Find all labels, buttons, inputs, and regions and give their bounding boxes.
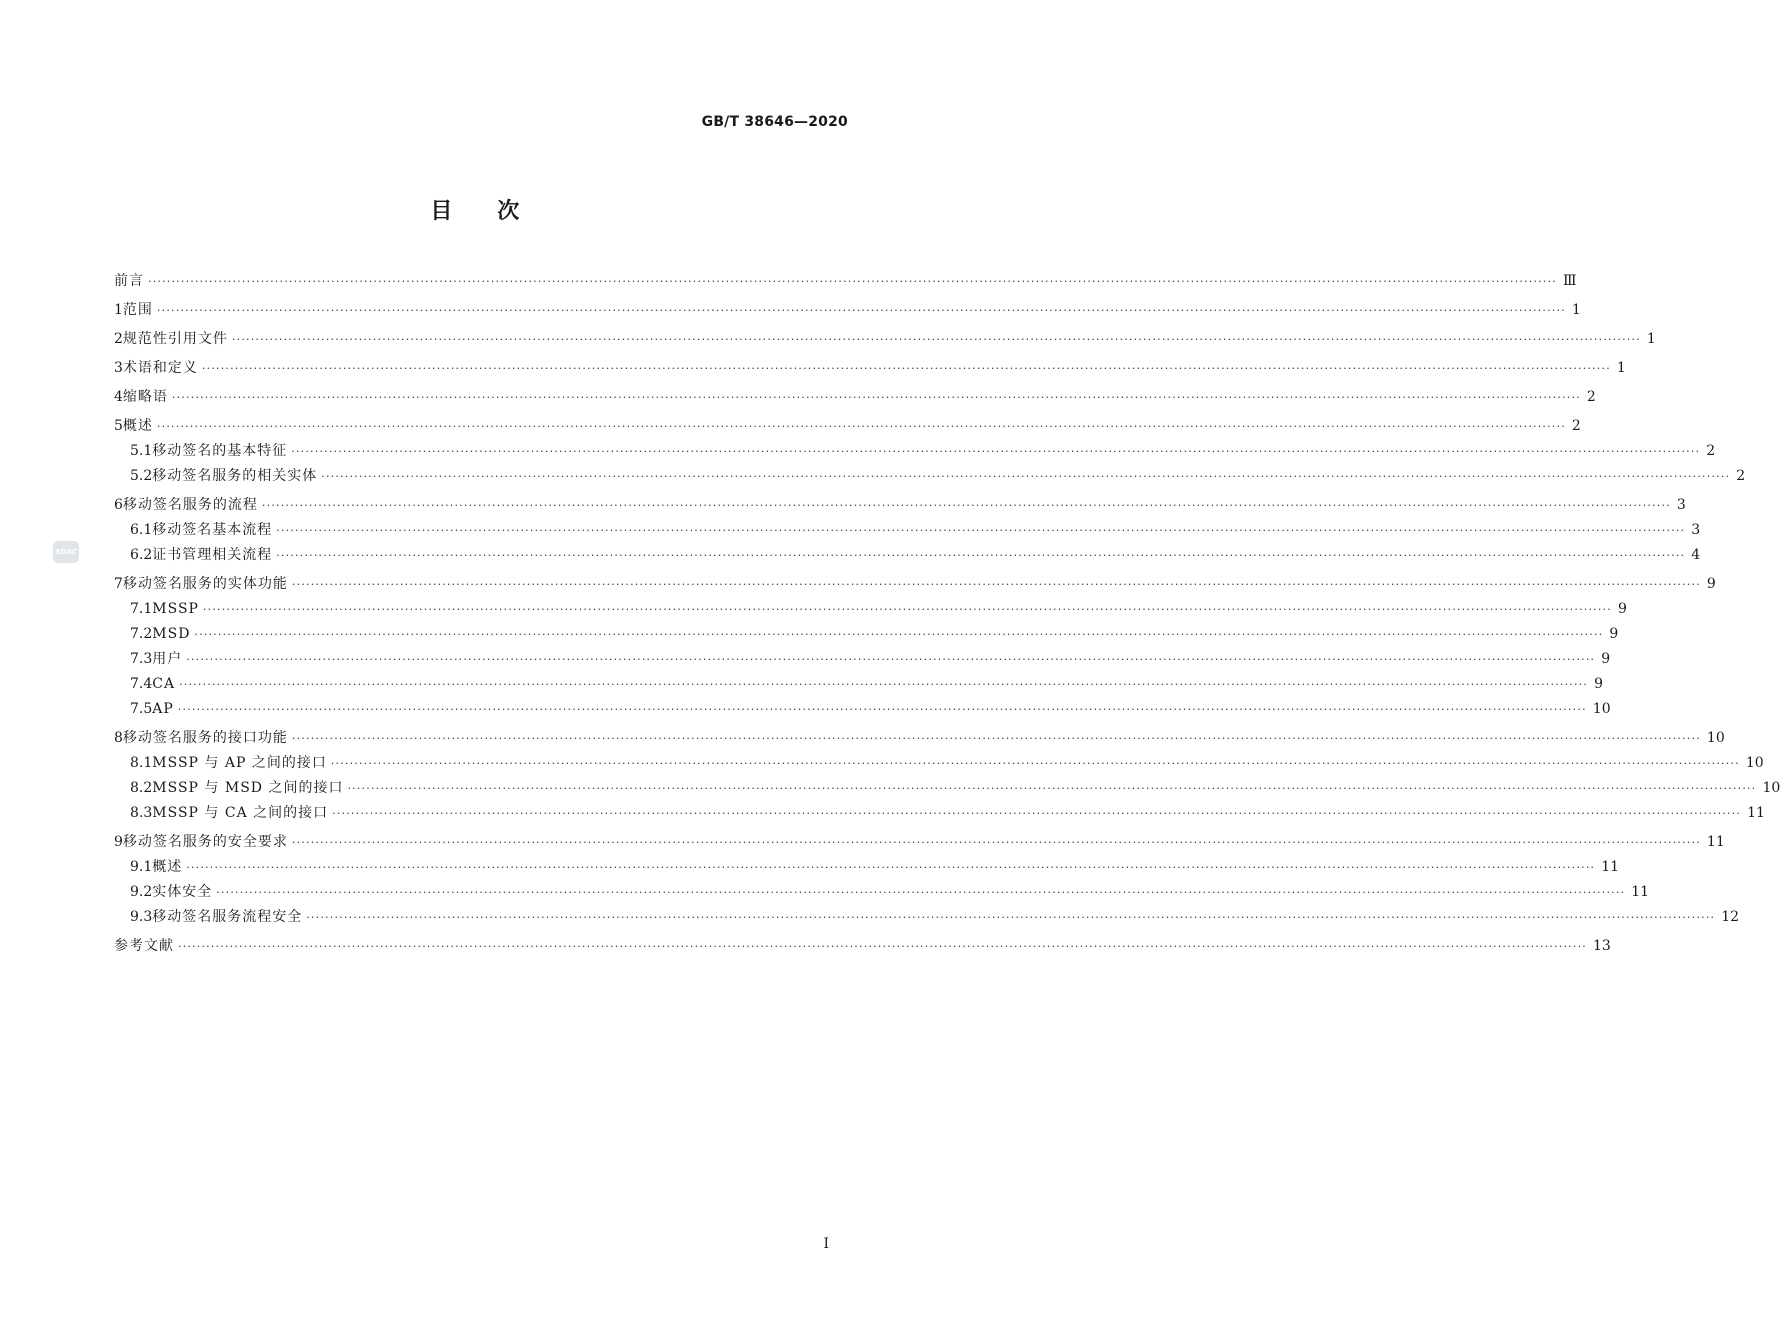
toc-entry-number: 9.3 <box>130 909 153 925</box>
toc-entry[interactable] <box>114 496 1686 514</box>
toc-entry[interactable] <box>114 359 1626 377</box>
toc-leader-dots: ············································································································································································································································································································ <box>177 703 1587 716</box>
toc-entry-page: 11 <box>1631 884 1650 900</box>
toc-entry-page: 9 <box>1601 651 1611 667</box>
watermark-logo: SDAC <box>53 541 79 563</box>
toc-entry[interactable] <box>114 804 1765 822</box>
toc-entry-number: 3 <box>114 360 123 376</box>
toc-leader-dots: ············································································································································································································································································································ <box>276 524 1686 537</box>
toc-leader-dots: ············································································································································································································································································································ <box>330 757 1740 770</box>
toc-leader-dots: ············································································································································································································································································································ <box>179 678 1589 691</box>
toc-title: 目 次 <box>430 199 520 224</box>
toc-entry[interactable] <box>114 625 1619 643</box>
toc-entry-page: 1 <box>1646 331 1656 347</box>
toc-entry-label: MSSP <box>152 601 199 617</box>
toc-entry-page: 11 <box>1706 834 1725 850</box>
toc-entry-number: 6.2 <box>130 547 153 563</box>
toc-entry-page: 10 <box>1762 780 1780 796</box>
toc-leader-dots: ············································································································································································································································································································ <box>186 653 1596 666</box>
toc-entry-number: 6 <box>114 497 123 513</box>
toc-entry-page: Ⅲ <box>1562 273 1577 289</box>
toc-entry[interactable] <box>114 858 1620 876</box>
toc-entry-page: 2 <box>1706 443 1716 459</box>
toc-entry-number: 1 <box>114 302 123 318</box>
toc-leader-dots: ············································································································································································································································································································ <box>332 807 1742 820</box>
toc-entry-number: 7.5 <box>130 701 153 717</box>
toc-entry[interactable] <box>114 700 1611 718</box>
toc-leader-dots: ············································································································································································································································································································ <box>202 603 1612 616</box>
toc-leader-dots: ············································································································································································································································································································ <box>347 782 1757 795</box>
toc-leader-dots: ············································································································································································································································································································ <box>201 362 1611 375</box>
toc-entry-page: 12 <box>1721 909 1740 925</box>
toc-leader-dots: ············································································································································································································································································································ <box>276 549 1686 562</box>
toc-entry-page: 9 <box>1617 601 1627 617</box>
toc-entry-label: AP <box>152 701 174 717</box>
toc-entry-label: 实体安全 <box>152 884 213 900</box>
toc-entry-label: 缩略语 <box>122 389 168 405</box>
toc-entry[interactable] <box>114 521 1701 539</box>
toc-entry[interactable] <box>114 442 1716 460</box>
toc-entry-number: 7 <box>114 576 123 592</box>
toc-entry-page: 3 <box>1691 522 1701 538</box>
toc-entry-label: MSD <box>152 626 191 642</box>
toc-entry-number: 5 <box>114 418 123 434</box>
toc-entry-number: 8.3 <box>130 805 153 821</box>
toc-entry-page: 9 <box>1706 576 1716 592</box>
toc-entry-label: 移动签名服务流程安全 <box>152 909 303 925</box>
toc-entry[interactable] <box>114 883 1650 901</box>
toc-entry[interactable] <box>114 467 1746 485</box>
toc-entry[interactable] <box>114 675 1603 693</box>
toc-entry-page: 3 <box>1676 497 1686 513</box>
toc-entry-label: 规范性引用文件 <box>122 331 228 347</box>
toc-leader-dots: ············································································································································································································································································································ <box>321 470 1731 483</box>
toc-entry-number: 2 <box>114 331 123 347</box>
toc-entry-page: 1 <box>1616 360 1626 376</box>
toc-entry-label: 移动签名服务的相关实体 <box>152 468 318 484</box>
toc-entry-label: 参考文献 <box>114 938 174 954</box>
toc-entry-number: 5.1 <box>130 443 153 459</box>
page-number: Ⅰ <box>823 1236 829 1252</box>
toc-leader-dots: ············································································································································································································································································································ <box>291 836 1701 849</box>
toc-entry-page: 2 <box>1571 418 1581 434</box>
toc-entry-page: 10 <box>1745 755 1764 771</box>
toc-entry-number: 8.1 <box>130 755 153 771</box>
toc-entry-label: 用户 <box>152 651 183 667</box>
toc-entry-page: 13 <box>1592 938 1611 954</box>
toc-entry-page: 2 <box>1586 389 1596 405</box>
toc-entry-label: CA <box>152 676 176 692</box>
toc-entry-page: 2 <box>1736 468 1746 484</box>
toc-entry-label: 移动签名服务的安全要求 <box>122 834 288 850</box>
toc-entry-label: 移动签名服务的实体功能 <box>122 576 288 592</box>
table-of-contents <box>114 272 1780 955</box>
toc-entry[interactable] <box>114 600 1627 618</box>
standard-number: GB/T 38646—2020 <box>701 114 848 130</box>
toc-leader-dots: ············································································································································································································································································································ <box>261 499 1671 512</box>
toc-entry-number: 5.2 <box>130 468 153 484</box>
toc-entry[interactable] <box>114 650 1611 668</box>
toc-leader-dots: ············································································································································································································································································································ <box>194 628 1604 641</box>
toc-entry-number: 9 <box>114 834 123 850</box>
toc-entry-number: 7.1 <box>130 601 153 617</box>
toc-entry-label: 移动签名基本流程 <box>152 522 273 538</box>
toc-leader-dots: ············································································································································································································································································································ <box>178 940 1587 953</box>
toc-entry-page: 9 <box>1609 626 1619 642</box>
toc-entry-number: 6.1 <box>130 522 153 538</box>
toc-entry-number: 7.2 <box>130 626 153 642</box>
toc-leader-dots: ············································································································································································································································································································ <box>216 886 1626 899</box>
toc-leader-dots: ············································································································································································································································································································ <box>156 304 1566 317</box>
toc-entry-number: 9.2 <box>130 884 153 900</box>
toc-leader-dots: ············································································································································································································································································································ <box>156 420 1566 433</box>
toc-entry-label: 移动签名服务的接口功能 <box>122 730 288 746</box>
toc-entry[interactable] <box>114 575 1716 593</box>
toc-entry-label: 概述 <box>122 418 153 434</box>
toc-entry-page: 9 <box>1594 676 1603 692</box>
toc-leader-dots: ············································································································································································································································································································ <box>306 911 1716 924</box>
toc-entry-label: 移动签名的基本特征 <box>152 443 288 459</box>
toc-entry-page: 11 <box>1601 859 1620 875</box>
toc-leader-dots: ············································································································································································································································································································ <box>186 861 1596 874</box>
toc-entry[interactable] <box>114 546 1701 564</box>
toc-entry-number: 8.2 <box>130 780 153 796</box>
toc-entry-page: 4 <box>1691 547 1701 563</box>
toc-entry-label: MSSP 与 CA 之间的接口 <box>152 805 329 821</box>
toc-entry-label: 术语和定义 <box>122 360 198 376</box>
toc-leader-dots: ············································································································································································································································································································ <box>231 333 1641 346</box>
toc-leader-dots: ············································································································································································································································································································ <box>171 391 1581 404</box>
toc-leader-dots: ············································································································································································································································································································ <box>148 275 1557 288</box>
toc-entry[interactable] <box>114 388 1596 406</box>
toc-entry-page: 10 <box>1592 701 1611 717</box>
toc-entry[interactable] <box>114 833 1725 851</box>
toc-entry-page: 10 <box>1706 730 1725 746</box>
toc-entry[interactable] <box>114 417 1581 435</box>
toc-entry-label: 概述 <box>152 859 183 875</box>
toc-entry-label: 前言 <box>114 273 144 289</box>
toc-entry[interactable] <box>114 301 1581 319</box>
toc-entry[interactable] <box>114 937 1611 955</box>
toc-leader-dots: ············································································································································································································································································································ <box>291 732 1701 745</box>
toc-entry-page: 11 <box>1747 805 1765 821</box>
toc-entry-label: MSSP 与 MSD 之间的接口 <box>152 780 344 796</box>
toc-entry[interactable] <box>114 908 1740 926</box>
toc-entry-label: MSSP 与 AP 之间的接口 <box>152 755 327 771</box>
toc-entry[interactable] <box>114 272 1577 290</box>
toc-entry[interactable] <box>114 330 1656 348</box>
toc-entry[interactable] <box>114 779 1780 797</box>
toc-entry[interactable] <box>114 729 1725 747</box>
toc-entry-number: 7.3 <box>130 651 153 667</box>
toc-leader-dots: ············································································································································································································································································································ <box>291 445 1701 458</box>
toc-entry[interactable] <box>114 754 1764 772</box>
toc-entry-label: 移动签名服务的流程 <box>122 497 258 513</box>
toc-leader-dots: ············································································································································································································································································································ <box>291 578 1701 591</box>
toc-entry-number: 9.1 <box>130 859 153 875</box>
toc-entry-number: 4 <box>114 389 123 405</box>
toc-entry-page: 1 <box>1571 302 1581 318</box>
toc-entry-label: 证书管理相关流程 <box>152 547 273 563</box>
toc-entry-number: 7.4 <box>130 676 153 692</box>
toc-entry-number: 8 <box>114 730 123 746</box>
toc-entry-label: 范围 <box>122 302 153 318</box>
